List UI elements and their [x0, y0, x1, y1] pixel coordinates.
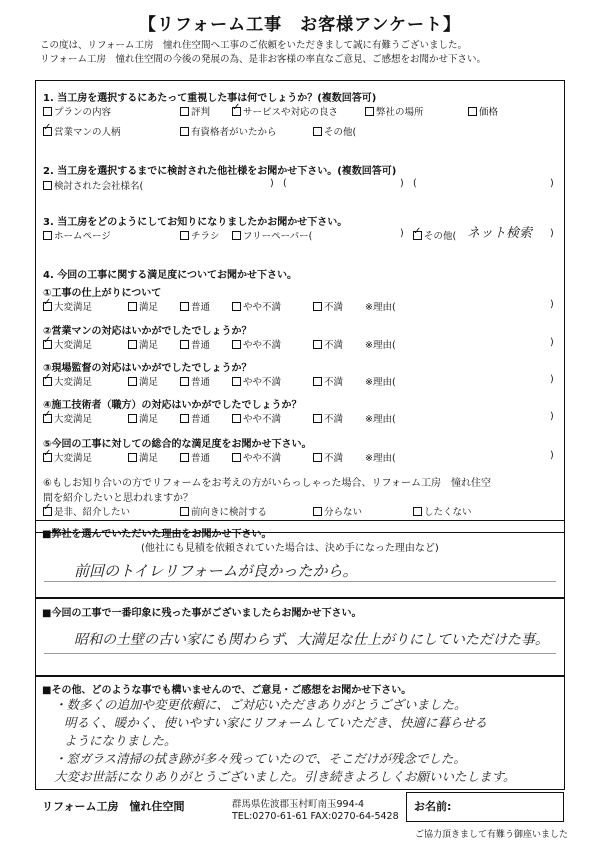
q4-sub-5-option-1[interactable]: ✓大変満足: [43, 450, 92, 464]
footer-thanks: ご協力頂きまして有難う御座いました: [415, 830, 569, 840]
page-title: 【リフォーム工事 お客様アンケート】: [138, 15, 462, 35]
q4-sub-3-option-4[interactable]: やや不満: [232, 374, 281, 388]
q6-option-consider[interactable]: 前向きに検討する: [180, 504, 267, 518]
checkbox-checked[interactable]: [43, 127, 52, 136]
q4-sub-4-option-2[interactable]: 満足: [128, 411, 158, 425]
q4-sub-4-option-4[interactable]: やや不満: [232, 411, 281, 425]
checkbox[interactable]: [180, 453, 189, 462]
comments-line-5: 大変お世話になりありがとうございました。引き続きよろしくお願いいたします。: [54, 769, 516, 784]
impression-handwritten: 昭和の土壁の古い家にも関わらず、大満足な仕上がりにしていただけた事。: [74, 632, 549, 648]
q4-sub-2-reason[interactable]: ※理由(: [365, 340, 396, 351]
checkbox[interactable]: [313, 507, 322, 516]
checkbox-checked[interactable]: [232, 107, 241, 116]
q6-label-2: 間を紹介したいと思われますか？: [43, 493, 193, 504]
checkbox[interactable]: [180, 377, 189, 386]
q1-option-salesperson[interactable]: ✓営業マンの人柄: [43, 124, 121, 138]
q1-option-reputation[interactable]: 評判: [180, 104, 210, 118]
q4-sub-label-4: ④施工技術者（職方）の対応はいかがでしたでしょうか？: [43, 400, 302, 411]
q1-label: 1. 当工房を選択するにあたって重視した事は何でしょうか？(複数回答可): [43, 93, 377, 104]
footer-address: 群馬県佐波郡玉村町南玉994-4: [232, 799, 365, 810]
q4-sub-4-option-1[interactable]: ✓大変満足: [43, 411, 92, 425]
q1-option-price[interactable]: 価格: [468, 104, 498, 118]
checkbox[interactable]: [313, 340, 322, 349]
q4-sub-3-reason-close: ): [550, 374, 554, 385]
q4-sub-2-option-5[interactable]: 不満: [313, 337, 343, 351]
q4-sub-1-option-1[interactable]: ✓大変満足: [43, 299, 92, 313]
q3-other-paren-close: ): [550, 228, 554, 239]
ruled-line: [44, 653, 556, 654]
checkbox[interactable]: [128, 340, 137, 349]
impression-heading: ■今回の工事で一番印象に残った事がございましたらお聞かせ下さい。: [42, 608, 362, 619]
q1-option-other[interactable]: その他(: [313, 124, 356, 138]
checkbox-checked[interactable]: [43, 414, 52, 423]
q4-sub-5-reason[interactable]: ※理由(: [365, 453, 396, 464]
checkbox[interactable]: [232, 231, 241, 240]
checkbox[interactable]: [180, 231, 189, 240]
q1-option-service[interactable]: ✓ サービスや対応の良さ: [232, 104, 338, 118]
q2-option-companies[interactable]: 検討された会社様名(: [43, 178, 143, 192]
q2-paren-close-1: ): [270, 178, 274, 189]
checkbox[interactable]: [180, 127, 189, 136]
q4-sub-1-option-2[interactable]: 満足: [128, 299, 158, 313]
footer-tel: TEL:0270-61-61 FAX:0270-64-5428: [232, 811, 399, 822]
q6-option-no[interactable]: したくない: [413, 504, 472, 518]
q4-sub-label-1: ①工事の仕上がりについて: [43, 288, 162, 299]
comments-line-1: ・数多くの追加や変更依頼に、ご対応いただきありがとうございました。: [54, 697, 467, 712]
q4-sub-1-option-5[interactable]: 不満: [313, 299, 343, 313]
q1-option-qualified[interactable]: 有資格者がいたから: [180, 124, 277, 138]
checkbox[interactable]: [128, 302, 137, 311]
comments-line-4: ・窓ガラス清掃の拭き跡が多々残っていたので、そこだけが残念でした。: [54, 751, 466, 766]
checkbox[interactable]: [232, 377, 241, 386]
q4-sub-2-option-2[interactable]: 満足: [128, 337, 158, 351]
q4-sub-3-reason[interactable]: ※理由(: [365, 377, 396, 388]
q3-option-other[interactable]: ✓ その他(: [413, 228, 456, 242]
q3-paren-close: ): [400, 228, 404, 239]
q3-label: 3. 当工房をどのようにしてお知りになりましたかお聞かせ下さい。: [43, 217, 348, 228]
checkbox[interactable]: [43, 107, 52, 116]
name-field[interactable]: [406, 792, 564, 822]
checkbox[interactable]: [313, 302, 322, 311]
q4-sub-2-option-3[interactable]: 普通: [180, 337, 210, 351]
reason-handwritten: 前回のトイレリフォームが良かったから。: [74, 562, 358, 580]
ruled-line: [44, 581, 556, 582]
checkbox[interactable]: [313, 377, 322, 386]
comments-line-3: ようになりました。: [64, 733, 177, 748]
intro-line-2: リフォーム工房 憧れ住空間の今後の発展の為、是非お客様の率直なご意見、ご感想をお聞かせ下さい。: [40, 54, 487, 65]
checkbox[interactable]: [180, 507, 189, 516]
reason-subheading: (他社にも見積を依頼されていた場合は、決め手になった理由など): [141, 543, 439, 554]
q4-sub-1-reason[interactable]: ※理由(: [365, 302, 396, 313]
q4-sub-5-option-5[interactable]: 不満: [313, 450, 343, 464]
checkbox[interactable]: [313, 414, 322, 423]
checkbox[interactable]: [128, 453, 137, 462]
q3-option-freepaper[interactable]: フリーペーパー(: [232, 228, 312, 242]
checkbox[interactable]: [180, 302, 189, 311]
q2-paren-open-3: (: [413, 178, 417, 189]
checkbox[interactable]: [313, 127, 322, 136]
q2-paren-close-3: ): [550, 178, 554, 189]
checkbox[interactable]: [180, 340, 189, 349]
checkbox-checked[interactable]: [43, 340, 52, 349]
checkbox[interactable]: [468, 107, 477, 116]
q4-sub-5-option-2[interactable]: 満足: [128, 450, 158, 464]
q4-sub-1-option-4[interactable]: やや不満: [232, 299, 281, 313]
q4-sub-3-option-3[interactable]: 普通: [180, 374, 210, 388]
q3-option-homepage[interactable]: ホームページ: [43, 228, 111, 242]
checkbox-checked[interactable]: [413, 231, 422, 240]
reason-heading: ■弊社を選んでいただいた理由をお聞かせ下さい。: [42, 529, 272, 540]
q4-sub-2-reason-close: ): [550, 337, 554, 348]
checkbox[interactable]: [180, 414, 189, 423]
checkbox[interactable]: [365, 107, 374, 116]
comments-box: [35, 676, 565, 790]
q4-sub-4-option-5[interactable]: 不満: [313, 411, 343, 425]
q4-sub-label-2: ②営業マンの対応はいかがでしたでしょうか？: [43, 326, 252, 337]
checkbox[interactable]: [128, 377, 137, 386]
footer-name-label: お名前:: [414, 800, 452, 813]
q1-option-plan[interactable]: プランの内容: [43, 104, 111, 118]
q4-sub-2-option-1[interactable]: ✓大変満足: [43, 337, 92, 351]
intro-line-1: この度は、リフォーム工房 憧れ住空間へ工事のご依頼をいただきまして誠に有難うございました。: [40, 40, 468, 51]
comments-heading: ■その他、どのような事でも構いませんので、ご意見・ご感想をお聞かせ下さい。: [42, 685, 412, 696]
checkbox[interactable]: [43, 231, 52, 240]
q6-label-1: ⑥もしお知り合いの方でリフォームをお考えの方がいらっしゃった場合、リフォーム工房 憧れ住空: [43, 478, 491, 489]
q4-sub-3-option-2[interactable]: 満足: [128, 374, 158, 388]
q6-option-unknown[interactable]: 分らない: [313, 504, 362, 518]
q4-sub-4-option-3[interactable]: 普通: [180, 411, 210, 425]
impression-box: [35, 598, 565, 676]
q4-sub-1-reason-close: ): [550, 299, 554, 310]
q6-option-recommend[interactable]: ✓是非、紹介したい: [43, 504, 130, 518]
q1-option-location[interactable]: 弊社の場所: [365, 104, 424, 118]
q4-sub-3-option-1[interactable]: ✓大変満足: [43, 374, 92, 388]
q2-paren-close-2: ): [400, 178, 404, 189]
q3-other-handwritten: ネット検索: [467, 226, 533, 241]
checkbox[interactable]: [232, 340, 241, 349]
checkbox-checked[interactable]: [43, 302, 52, 311]
q2-label: 2. 当工房を選択するまでに検討された他社様をお聞かせ下さい。(複数回答可): [43, 166, 397, 177]
q3-option-flyer[interactable]: チラシ: [180, 228, 220, 242]
checkbox[interactable]: [128, 414, 137, 423]
q4-sub-label-3: ③現場監督の対応はいかがでしたでしょうか？: [43, 363, 252, 374]
q4-sub-5-option-4[interactable]: やや不満: [232, 450, 281, 464]
reason-box: [35, 520, 565, 598]
q4-sub-label-5: ⑤今回の工事に対しての総合的な満足度をお聞かせ下さい。: [43, 439, 312, 450]
checkbox[interactable]: [232, 453, 241, 462]
survey-frame: [35, 80, 565, 533]
q2-paren-open-2: (: [283, 178, 287, 189]
checkbox[interactable]: [413, 507, 422, 516]
q4-sub-1-option-3[interactable]: 普通: [180, 299, 210, 313]
checkbox-checked[interactable]: [43, 507, 52, 516]
q4-sub-5-option-3[interactable]: 普通: [180, 450, 210, 464]
checkbox[interactable]: [180, 107, 189, 116]
checkbox[interactable]: [232, 302, 241, 311]
q4-sub-2-option-4[interactable]: やや不満: [232, 337, 281, 351]
q4-sub-3-option-5[interactable]: 不満: [313, 374, 343, 388]
comments-line-2: 明るく、暖かく、使いやすい家にリフォームしていただき、快適に暮らせる: [64, 715, 488, 730]
q4-label: 4. 今回の工事に関する満足度についてお聞かせ下さい。: [43, 270, 298, 281]
q4-sub-4-reason[interactable]: ※理由(: [365, 414, 396, 425]
footer-company: リフォーム工房 憧れ住空間: [42, 800, 185, 813]
checkbox-checked[interactable]: [43, 453, 52, 462]
checkbox[interactable]: [43, 181, 52, 190]
checkbox[interactable]: [313, 453, 322, 462]
checkbox[interactable]: [232, 414, 241, 423]
checkbox-checked[interactable]: [43, 377, 52, 386]
q4-sub-4-reason-close: ): [550, 411, 554, 422]
q4-sub-5-reason-close: ): [550, 450, 554, 461]
